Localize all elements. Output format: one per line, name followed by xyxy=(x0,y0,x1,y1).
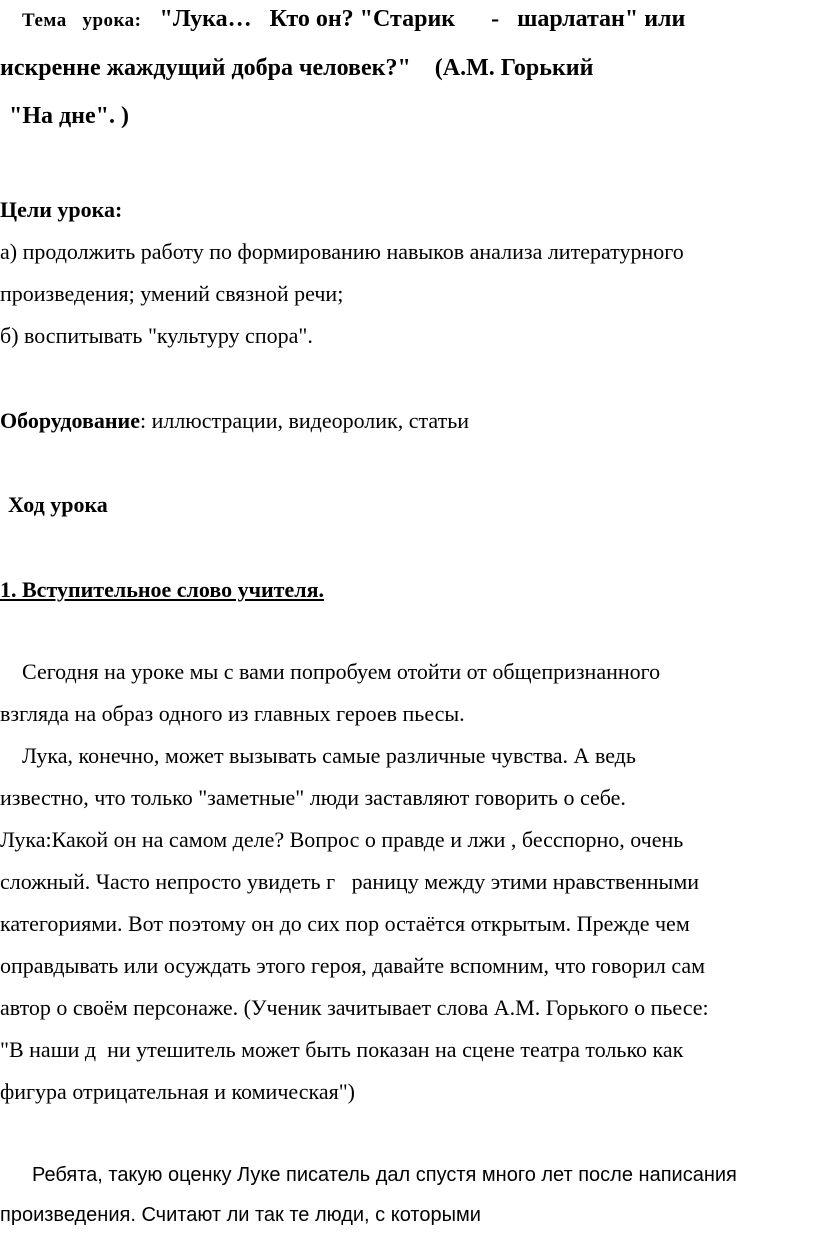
final-paragraph-line: Ребята, такую оценку Луке писатель дал спустя много лет после написания xyxy=(32,1164,737,1186)
paragraph-line: оправдывать или осуждать этого героя, давайте вспомним, что говорил сам xyxy=(0,953,706,978)
paragraph-line: категориями. Вот поэтому он до сих пор остаётся открытым. Прежде чем xyxy=(0,911,690,936)
paragraph-line: сложный. Часто непросто увидеть г раницу между этими нравственными xyxy=(0,869,700,894)
goals-item-b: б) воспитывать "культуру спора". xyxy=(0,323,313,348)
goals-item-a-line-1: а) продолжить работу по формированию навыков анализа литературного xyxy=(0,239,684,264)
lesson-topic-text: "Лука… Кто он? "Старик - шарлатан" или xyxy=(159,6,686,32)
paragraph-line: Лука, конечно, может вызывать самые различные чувства. А ведь xyxy=(22,743,636,768)
section-1-heading: 1. Вступительное слово учителя. xyxy=(0,577,324,602)
equipment-label: Оборудование xyxy=(0,408,140,433)
goals-heading: Цели урока: xyxy=(0,197,123,222)
final-paragraph-line: произведения. Считают ли так те люди, с которыми xyxy=(0,1204,481,1226)
paragraph-line: Сегодня на уроке мы с вами попробуем отойти от общепризнанного xyxy=(22,659,661,684)
equipment-line xyxy=(0,406,469,436)
paragraph-line: автор о своём персонаже. (Ученик зачитывает слова А.М. Горького о пьесе: xyxy=(0,995,709,1020)
paragraph-line: Лука:Какой он на самом деле? Вопрос о правде и лжи , бесспорно, очень xyxy=(0,827,684,852)
paragraph-line: взгляда на образ одного из главных героев пьесы. xyxy=(0,701,465,726)
lesson-topic-line-1 xyxy=(22,4,685,36)
lesson-heading: Ход урока xyxy=(8,492,108,517)
paragraph-line: фигура отрицательная и комическая") xyxy=(0,1079,356,1104)
lesson-topic-line-2: искренне жаждущий добра человек?" (А.М. Горький xyxy=(0,55,594,81)
paragraph-line: "В наши д ни утешитель может быть показан на сцене театра только как xyxy=(0,1037,684,1062)
equipment-value: : иллюстрации, видеоролик, статьи xyxy=(139,408,470,433)
lesson-topic-label: Тема урока: xyxy=(22,10,142,31)
goals-item-a-line-2: произведения; умений связной речи; xyxy=(0,281,344,306)
paragraph-line: известно, что только "заметные" люди заставляют говорить о себе. xyxy=(0,785,626,810)
lesson-topic-line-3: "На дне". ) xyxy=(9,103,129,129)
